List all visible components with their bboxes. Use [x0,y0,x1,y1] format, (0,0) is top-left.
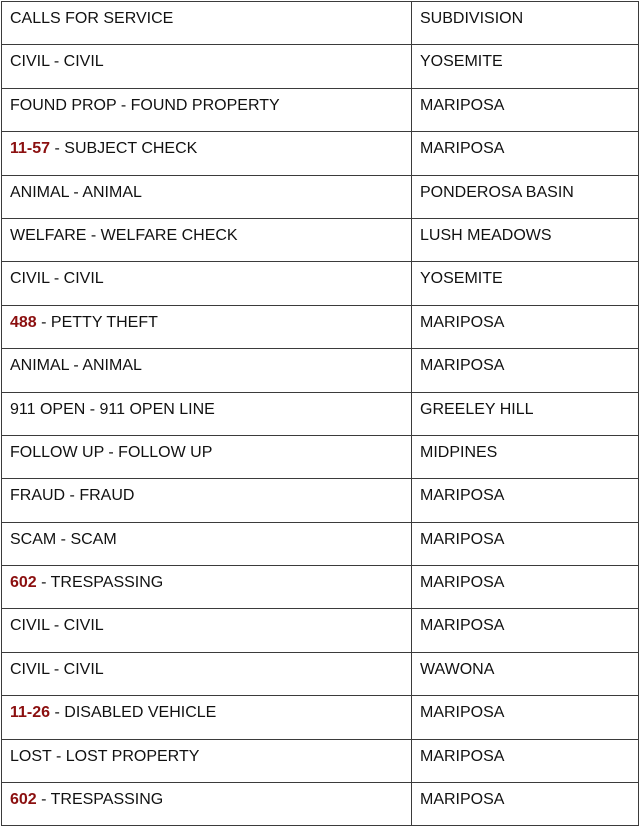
subdivision-cell: MARIPOSA [412,783,639,826]
header-subdivision: SUBDIVISION [412,2,639,45]
table-row [2,349,639,392]
subdivision-cell: MARIPOSA [412,609,639,652]
subdivision-cell: YOSEMITE [412,262,639,305]
call-type-cell [2,45,412,88]
call-description: FRAUD - FRAUD [10,487,135,505]
call-type-cell [2,522,412,565]
call-code: 602 [10,574,37,592]
call-description: - DISABLED VEHICLE [50,704,217,722]
subdivision-cell: MIDPINES [412,435,639,478]
subdivision-cell: YOSEMITE [412,45,639,88]
call-description: WELFARE - WELFARE CHECK [10,226,238,244]
call-type-cell [2,783,412,826]
call-type-cell [2,435,412,478]
table-row [2,522,639,565]
call-type-cell [2,739,412,782]
call-description: FOUND PROP - FOUND PROPERTY [10,96,280,114]
call-description: ANIMAL - ANIMAL [10,357,142,375]
table-row [2,435,639,478]
subdivision-cell: MARIPOSA [412,522,639,565]
call-type-cell [2,262,412,305]
call-description: - SUBJECT CHECK [50,140,198,158]
call-description: CIVIL - CIVIL [10,270,104,288]
table-row [2,652,639,695]
call-code: 11-26 [10,704,51,722]
call-code: 602 [10,791,37,809]
call-type-cell [2,132,412,175]
table-row [2,479,639,522]
subdivision-cell: PONDEROSA BASIN [412,175,639,218]
call-type-cell [2,609,412,652]
call-type-cell [2,392,412,435]
call-description: CIVIL - CIVIL [10,660,104,678]
table-row [2,132,639,175]
subdivision-cell: WAWONA [412,652,639,695]
call-description: - PETTY THEFT [36,313,158,331]
call-type-cell [2,696,412,739]
call-type-cell [2,479,412,522]
call-code: 488 [10,313,37,331]
call-description: FOLLOW UP - FOLLOW UP [10,443,213,461]
call-code: 11-57 [10,140,51,158]
table-header-row [2,2,639,45]
table-row [2,262,639,305]
subdivision-cell: MARIPOSA [412,132,639,175]
call-type-cell [2,652,412,695]
subdivision-cell: MARIPOSA [412,566,639,609]
subdivision-cell: MARIPOSA [412,696,639,739]
call-description: LOST - LOST PROPERTY [10,747,200,765]
table-body [2,45,639,826]
table-row [2,696,639,739]
call-type-cell [2,88,412,131]
call-description: - TRESPASSING [36,791,164,809]
call-type-cell [2,305,412,348]
subdivision-cell: LUSH MEADOWS [412,218,639,261]
call-description: CIVIL - CIVIL [10,53,104,71]
call-description: CIVIL - CIVIL [10,617,104,635]
call-type-cell [2,349,412,392]
call-type-cell [2,566,412,609]
subdivision-cell: MARIPOSA [412,305,639,348]
table-row [2,88,639,131]
call-description: SCAM - SCAM [10,530,117,548]
table-row [2,392,639,435]
call-description: - TRESPASSING [36,574,164,592]
table-row [2,566,639,609]
table-row [2,305,639,348]
call-type-cell [2,218,412,261]
call-description: 911 OPEN - 911 OPEN LINE [10,400,215,418]
table-row [2,45,639,88]
subdivision-cell: MARIPOSA [412,479,639,522]
table-row [2,175,639,218]
call-description: ANIMAL - ANIMAL [10,183,142,201]
subdivision-cell: MARIPOSA [412,349,639,392]
subdivision-cell: MARIPOSA [412,739,639,782]
subdivision-cell: GREELEY HILL [412,392,639,435]
calls-for-service-table [1,1,639,826]
table-row [2,609,639,652]
header-calls-for-service: CALLS FOR SERVICE [2,2,412,45]
table-row [2,783,639,826]
table-row [2,218,639,261]
table-row [2,739,639,782]
subdivision-cell: MARIPOSA [412,88,639,131]
call-type-cell [2,175,412,218]
